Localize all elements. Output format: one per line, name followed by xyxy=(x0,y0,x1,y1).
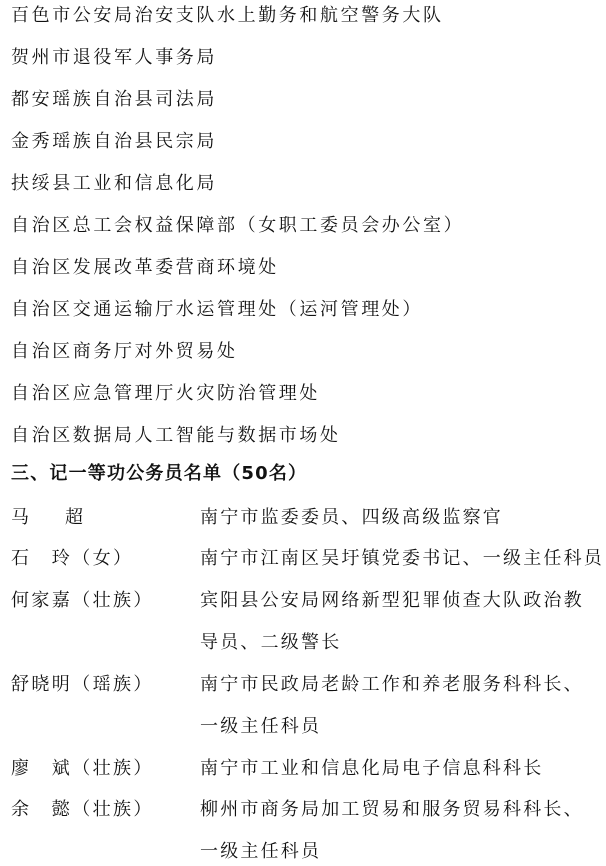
person-title: 南宁市工业和信息化局电子信息科科长 xyxy=(200,758,544,779)
unit-line: 都安瑶族自治县司法局 xyxy=(11,89,217,110)
unit-line: 自治区数据局人工智能与数据市场处 xyxy=(11,425,341,446)
section-heading: 三、记一等功公务员名单（50名） xyxy=(11,463,308,484)
unit-line: 扶绥县工业和信息化局 xyxy=(11,173,217,194)
unit-line: 百色市公安局治安支队水上勤务和航空警务大队 xyxy=(11,5,444,26)
unit-line: 自治区发展改革委营商环境处 xyxy=(11,257,279,278)
person-title: 南宁市监委委员、四级高级监察官 xyxy=(200,507,503,528)
unit-line: 金秀瑶族自治县民宗局 xyxy=(11,131,217,152)
person-name: 余 懿（壮族） xyxy=(11,799,154,820)
person-name: 石 玲（女） xyxy=(11,548,134,569)
person-name: 舒晓明（瑶族） xyxy=(11,674,154,695)
unit-line: 自治区总工会权益保障部（女职工委员会办公室） xyxy=(11,215,465,236)
person-name xyxy=(11,507,83,529)
unit-line: 自治区商务厅对外贸易处 xyxy=(11,341,238,362)
person-name-first-char: 马 xyxy=(11,507,29,528)
person-name-second-char: 超 xyxy=(65,507,83,528)
person-title-continuation: 一级主任科员 xyxy=(200,716,322,737)
person-title: 宾阳县公安局网络新型犯罪侦查大队政治教 xyxy=(200,590,584,611)
person-name: 何家嘉（壮族） xyxy=(11,590,154,611)
person-title-continuation: 一级主任科员 xyxy=(200,841,322,862)
person-name: 廖 斌（壮族） xyxy=(11,758,154,779)
person-title: 南宁市江南区吴圩镇党委书记、一级主任科员 xyxy=(200,548,604,569)
person-title-continuation: 导员、二级警长 xyxy=(200,632,342,653)
unit-line: 自治区应急管理厅火灾防治管理处 xyxy=(11,383,320,404)
person-title: 柳州市商务局加工贸易和服务贸易科科长、 xyxy=(200,799,584,820)
unit-line: 贺州市退役军人事务局 xyxy=(11,47,217,68)
unit-line: 自治区交通运输厅水运管理处（运河管理处） xyxy=(11,299,423,320)
person-title: 南宁市民政局老龄工作和养老服务科科长、 xyxy=(200,674,584,695)
